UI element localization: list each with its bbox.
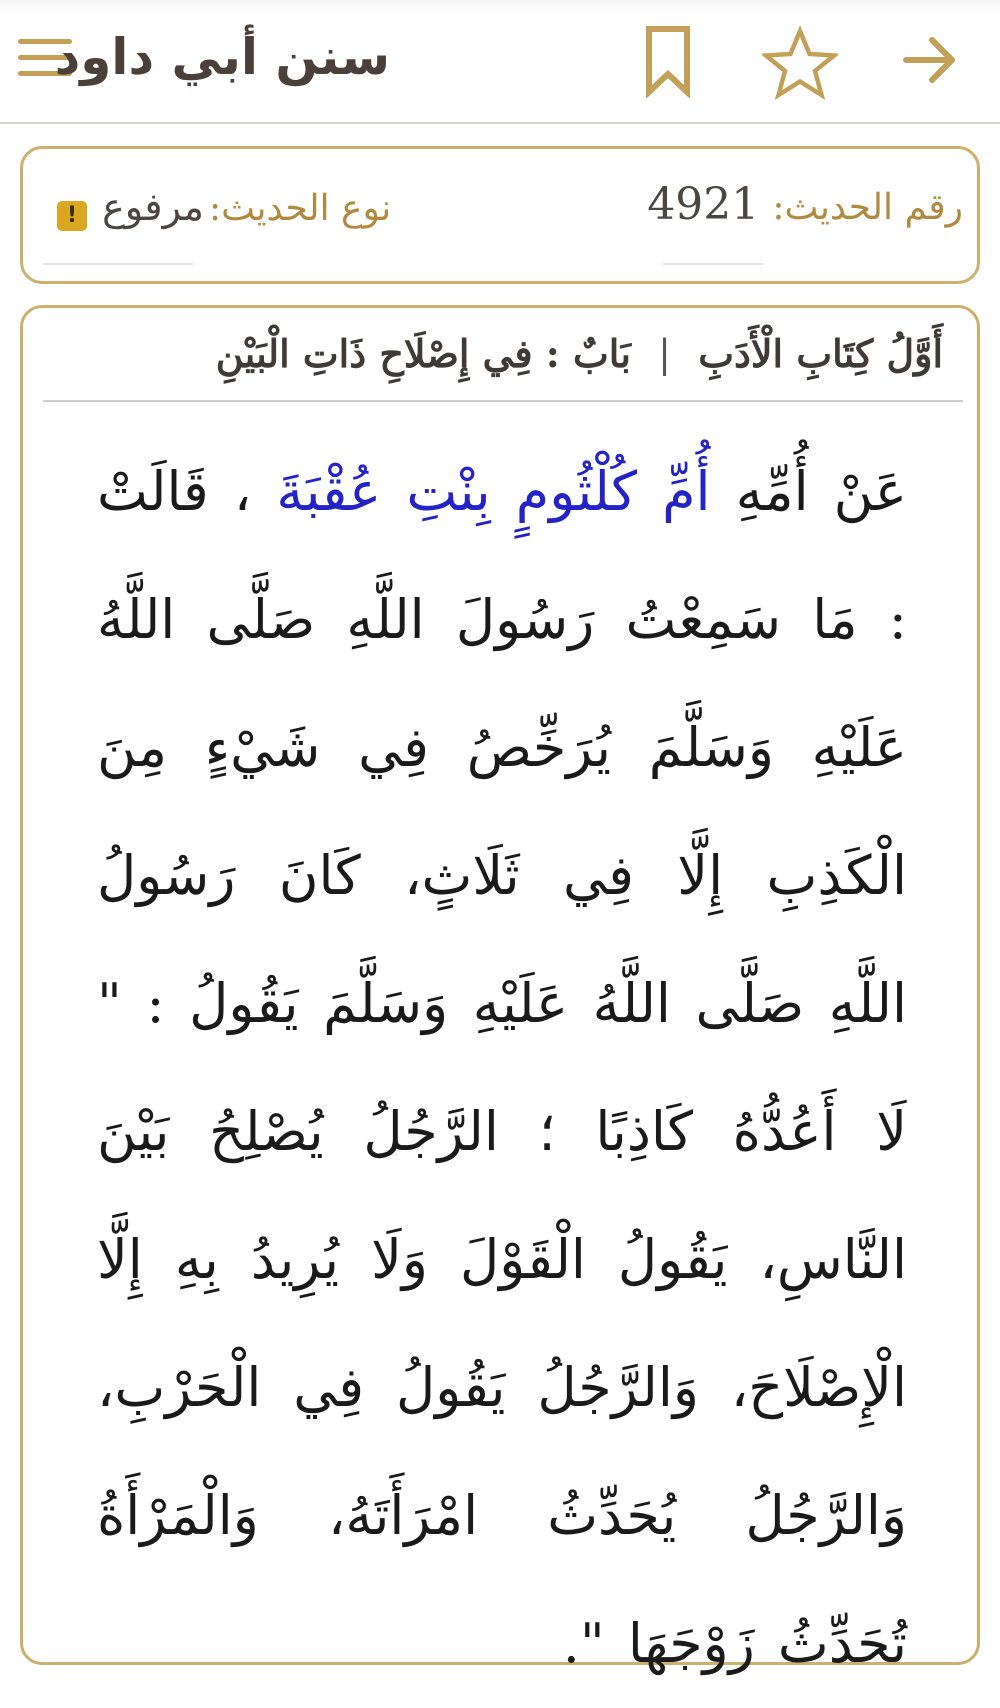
forward-button[interactable]	[900, 32, 960, 88]
bookmark-icon	[640, 24, 696, 98]
book-title: أَوَّلُ كِتَابِ الْأَدَبِ	[698, 331, 943, 376]
star-icon	[762, 26, 838, 100]
heading-divider	[43, 400, 963, 402]
alert-badge[interactable]: !	[57, 201, 87, 231]
narrator-link[interactable]: أُمِّ كُلْثُومٍ بِنْتِ عُقْبَةَ	[276, 460, 711, 523]
bookmark-button[interactable]	[640, 24, 696, 98]
hadith-type	[57, 185, 391, 231]
heading-separator: |	[658, 332, 671, 376]
chapter-heading	[63, 324, 943, 384]
hadith-body: ، قَالَتْ : مَا سَمِعْتُ رَسُولَ اللَّهِ صَلَّى اللَّهُ عَلَيْهِ وَسَلَّمَ يُرَخِّصُ فِي شَيْءٍ مِنَ الْكَذِبِ إِلَّا فِي ثَلَاثٍ، كَانَ رَسُولُ اللَّهِ صَلَّى اللَّهُ عَلَيْهِ وَسَلَّمَ يَقُولُ : " لَا أَعُدُّهُ كَاذِبًا ؛ الرَّجُلُ يُصْلِحُ بَيْنَ النَّاسِ، يَقُولُ الْقَوْلَ وَلَا يُرِيدُ بِهِ إِلَّا الْإِصْلَاحَ، وَالرَّجُلُ يَقُولُ فِي الْحَرْبِ، وَالرَّجُلُ يُحَدِّثُ امْرَأَتَهُ، وَالْمَرْأَةُ تُحَدِّثُ زَوْجَهَا ".	[97, 460, 907, 1675]
divider	[43, 263, 193, 265]
hadith-prefix: عَنْ أُمِّهِ	[735, 460, 908, 523]
divider	[663, 263, 763, 265]
bab-title: بَابٌ : فِي إِصْلَاحِ ذَاتِ الْبَيْنِ	[215, 331, 631, 376]
top-app-bar	[0, 0, 1000, 124]
hadith-info-card	[20, 146, 980, 284]
hadith-type-label: نوع الحديث:	[208, 188, 392, 229]
hadith-number-label: رقم الحديث:	[772, 187, 963, 228]
hadith-type-value: مرفوع	[102, 185, 204, 229]
favorite-button[interactable]	[762, 26, 838, 100]
hadith-content-card	[20, 305, 980, 1675]
hadith-number-value: 4921	[647, 179, 760, 230]
arrow-right-icon	[900, 32, 960, 88]
hadith-text	[97, 428, 907, 1708]
app-title: سنن أبي داود	[54, 28, 390, 86]
hadith-number	[647, 179, 963, 230]
